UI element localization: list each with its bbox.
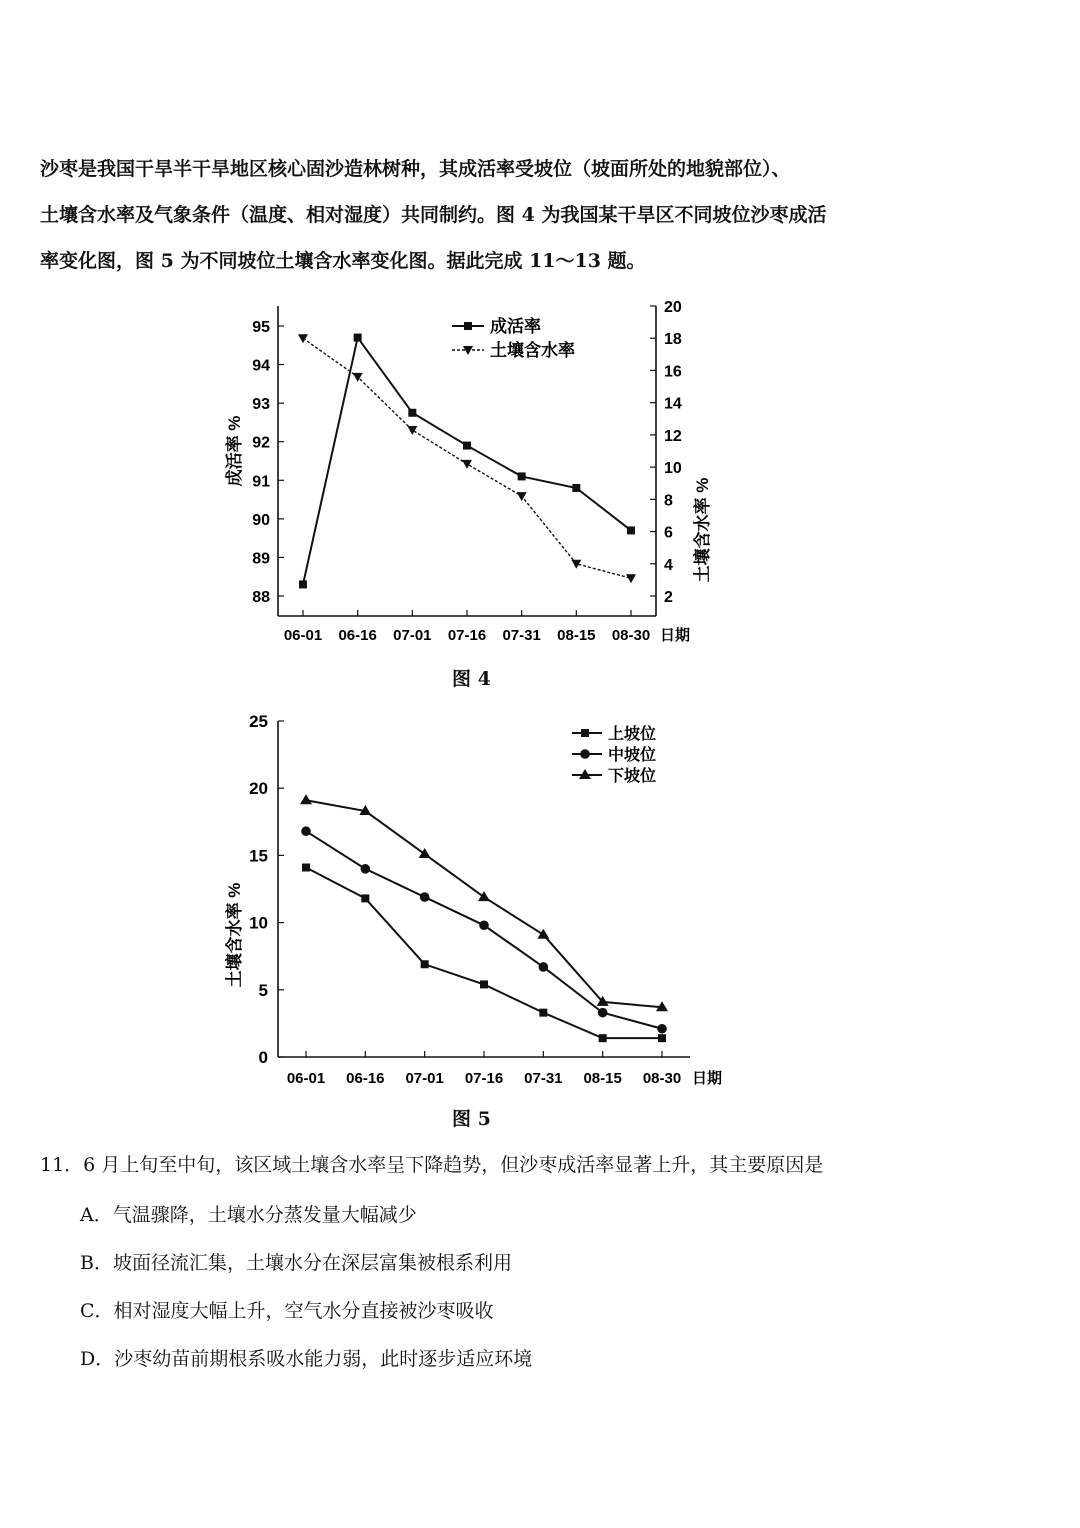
- fig4-y-axis-label: 成活率 %: [225, 415, 244, 487]
- fig4-left-tick-label: 95: [252, 319, 270, 336]
- question-11-option-b[interactable]: B．坡面径流汇集，土壤水分在深层富集被根系利用: [80, 1252, 512, 1274]
- fig4-right-tick-label: 8: [664, 492, 673, 510]
- figure-4-caption: 图 4: [452, 668, 491, 690]
- fig5-x-tick-label: 06-01: [286, 1070, 326, 1087]
- fig5-legend-label: 上坡位: [608, 726, 657, 743]
- fig4-x-tick-label: 07-01: [393, 627, 432, 644]
- fig4-point-571f58e4542b6c347387-0: [298, 334, 308, 343]
- intro-paragraph: [40, 146, 1050, 284]
- fig4-right-tick-label: 18: [664, 331, 682, 349]
- intro-line-1: 沙枣是我国干旱半干旱地区核心固沙造林树种，其成活率受坡位（坡面所处的地貌部位）、: [40, 158, 791, 180]
- fig4-point-62106d3b7387-5: [572, 484, 580, 492]
- figure-4-chart: [200, 290, 760, 660]
- fig5-point-4e0a57614f4d-1: [361, 894, 369, 902]
- fig5-x-tick-label: 08-30: [642, 1070, 682, 1087]
- fig4-left-tick-label: 88: [252, 589, 270, 606]
- fig5-x-tick-label: 07-31: [524, 1070, 563, 1087]
- fig4-x-tick-label: 07-16: [447, 627, 487, 644]
- fig4-right-tick-label: 12: [664, 427, 682, 445]
- fig5-legend-label: 中坡位: [608, 747, 657, 764]
- fig5-point-4e2d57614f4d-5: [598, 1008, 608, 1018]
- figure-5-caption: 图 5: [452, 1108, 491, 1130]
- fig5-point-4e2d57614f4d-3: [479, 920, 489, 930]
- fig4-point-62106d3b7387-0: [299, 580, 307, 588]
- fig4-point-62106d3b7387-4: [518, 472, 526, 480]
- fig5-point-4e0b57614f4d-3: [478, 891, 490, 901]
- fig5-point-4e2d57614f4d-4: [539, 962, 549, 972]
- fig4-right-tick-label: 6: [664, 524, 673, 542]
- fig4-point-62106d3b7387-3: [463, 442, 471, 450]
- fig5-y-tick-label: 25: [249, 712, 268, 731]
- fig5-y-tick-label: 10: [249, 913, 268, 933]
- fig4-series-line-571f58e4542b6c347387: [303, 338, 631, 578]
- figure-5: [200, 705, 760, 1105]
- fig4-right-tick-label: 16: [664, 363, 682, 381]
- fig5-x-tick-label: 07-16: [464, 1070, 504, 1087]
- question-11-option-a[interactable]: A．气温骤降，土壤水分蒸发量大幅减少: [80, 1204, 417, 1226]
- fig4-x-tick-label: 07-31: [502, 627, 541, 644]
- fig5-legend-label: 下坡位: [608, 768, 657, 785]
- fig4-right-tick-label: 14: [664, 395, 682, 413]
- fig4-point-571f58e4542b6c347387-6: [626, 574, 636, 583]
- fig5-point-4e0b57614f4d-2: [419, 848, 431, 858]
- fig5-x-axis-label: 日期: [692, 1070, 723, 1087]
- fig4-left-tick-label: 90: [252, 511, 270, 529]
- fig4-y-axis-right-label: 土壤含水率 %: [693, 477, 712, 583]
- fig4-left-tick-label: 92: [252, 434, 270, 452]
- fig5-point-4e0a57614f4d-6: [658, 1034, 666, 1042]
- fig5-series-line-4e0b57614f4d: [306, 800, 662, 1007]
- fig4-point-62106d3b7387-1: [354, 334, 362, 342]
- question-11: [40, 1150, 1050, 1390]
- fig5-legend-marker: [581, 729, 589, 737]
- fig5-point-4e2d57614f4d-6: [657, 1024, 667, 1034]
- fig5-y-tick-label: 5: [258, 980, 268, 1000]
- fig4-left-tick-label: 93: [252, 396, 270, 414]
- fig5-point-4e0a57614f4d-5: [599, 1034, 607, 1042]
- fig5-point-4e0b57614f4d-4: [537, 929, 549, 939]
- fig4-left-tick-label: 91: [252, 473, 270, 491]
- fig5-x-tick-label: 06-16: [346, 1070, 385, 1087]
- fig5-point-4e2d57614f4d-1: [361, 864, 371, 874]
- fig4-x-axis-label: 日期: [660, 627, 691, 644]
- fig5-point-4e2d57614f4d-0: [301, 826, 311, 836]
- fig4-right-tick-label: 2: [664, 589, 673, 606]
- fig4-legend-label: 土壤含水率: [490, 341, 575, 360]
- fig4-right-tick-label: 10: [664, 460, 682, 478]
- fig5-point-4e0a57614f4d-4: [539, 1009, 547, 1017]
- fig4-left-tick-label: 89: [252, 550, 270, 568]
- fig5-x-tick-label: 07-01: [405, 1070, 444, 1087]
- fig4-right-tick-label: 4: [664, 556, 673, 574]
- fig4-x-tick-label: 08-15: [557, 627, 596, 644]
- fig5-x-tick-label: 08-15: [583, 1070, 622, 1087]
- fig4-point-62106d3b7387-6: [627, 526, 635, 534]
- fig5-y-tick-label: 0: [258, 1048, 268, 1067]
- fig4-legend-label: 成活率: [490, 317, 541, 336]
- figure-4: [200, 290, 760, 660]
- fig4-right-tick-label: 20: [664, 299, 682, 316]
- fig4-point-571f58e4542b6c347387-3: [462, 460, 472, 469]
- figure-5-chart: [200, 705, 760, 1105]
- fig4-x-tick-label: 08-30: [611, 627, 651, 644]
- fig4-x-tick-label: 06-16: [338, 627, 377, 644]
- fig4-legend-marker: [464, 322, 472, 330]
- fig5-y-axis-label: 土壤含水率 %: [225, 882, 244, 988]
- fig5-legend-marker: [580, 749, 590, 759]
- fig5-y-tick-label: 20: [249, 779, 268, 799]
- question-11-stem: 11．6 月上旬至中旬，该区域土壤含水率呈下降趋势，但沙枣成活率显著上升，其主要原因是: [40, 1154, 824, 1176]
- fig4-point-571f58e4542b6c347387-2: [407, 426, 417, 435]
- fig4-left-tick-label: 94: [252, 357, 270, 375]
- fig5-point-4e0a57614f4d-0: [302, 863, 310, 871]
- fig5-y-tick-label: 15: [249, 846, 268, 866]
- fig5-point-4e0b57614f4d-0: [300, 794, 312, 804]
- fig5-point-4e0a57614f4d-2: [421, 960, 429, 968]
- fig4-point-62106d3b7387-2: [408, 409, 416, 417]
- fig5-point-4e2d57614f4d-2: [420, 892, 430, 902]
- fig5-point-4e0a57614f4d-3: [480, 980, 488, 988]
- question-11-option-c[interactable]: C．相对湿度大幅上升，空气水分直接被沙枣吸收: [80, 1300, 494, 1322]
- intro-line-3: 率变化图，图 5 为不同坡位土壤含水率变化图。据此完成 11～13 题。: [40, 250, 646, 272]
- question-11-option-d[interactable]: D．沙枣幼苗前期根系吸水能力弱，此时逐步适应环境: [80, 1348, 533, 1370]
- fig4-x-tick-label: 06-01: [283, 627, 323, 644]
- intro-line-2: 土壤含水率及气象条件（温度、相对湿度）共同制约。图 4 为我国某干旱区不同坡位沙枣成活: [40, 204, 827, 226]
